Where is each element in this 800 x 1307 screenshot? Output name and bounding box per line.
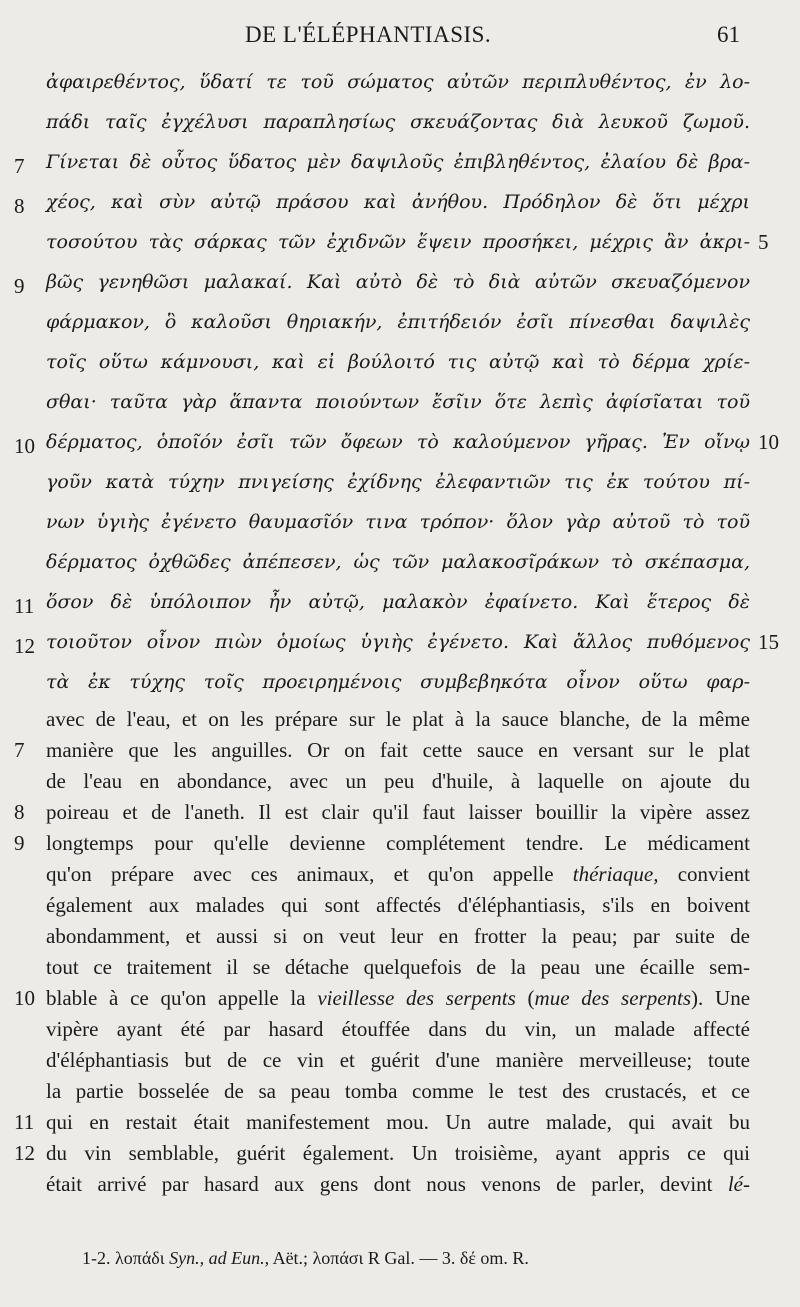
italic-term: vieillesse des serpents — [317, 986, 516, 1010]
greek-line-text: τοσούτου τὰς σάρκας τῶν ἐχιδνῶν ἕψειν προσήκει, μέχρις ἂν ἀκρι- — [46, 231, 750, 253]
line-number-left: 7 — [14, 154, 25, 178]
greek-line-text: νων ὑγιὴς ἐγένετο θαυμασῖόν τινα τρόπον· ὅλον γὰρ αὐτοῦ τὸ τοῦ — [46, 511, 750, 533]
line-number-right: 15 — [758, 630, 779, 654]
greek-line-text: γοῦν κατὰ τύχην πνιγείσης ἐχίδνης ἐλεφαντιῶν τις ἐκ τούτου πί- — [46, 471, 750, 493]
footnote-number: 1-2. — [82, 1248, 111, 1268]
text-segment: convient — [658, 862, 751, 886]
line-number-left: 12 — [14, 634, 35, 658]
french-line-text: de l'eau en abondance, avec un peu d'huile, à laquelle on ajoute du — [46, 769, 750, 793]
greek-line-text: ὅσον δὲ ὑπόλοιπον ἦν αὐτῷ, μαλακὸν ἐφαίνετο. Καὶ ἕτερος δὲ — [46, 591, 750, 613]
text-segment: ( — [515, 986, 535, 1010]
greek-line-text: δέρματος ὀχθῶδες ἀπέπεσεν, ὡς τῶν μαλακοσῖράκων τὸ σκέπασμα, — [46, 551, 750, 573]
italic-term: thériaque, — [572, 862, 659, 886]
line-number-left: 12 — [14, 1141, 35, 1165]
french-line-text: du vin semblable, guérit également. Un troisième, ayant appris ce qui — [46, 1141, 750, 1165]
greek-line — [0, 304, 800, 340]
french-line-text: poireau et de l'aneth. Il est clair qu'il faut laisser bouillir la vipère assez — [46, 800, 750, 824]
greek-line — [0, 584, 800, 620]
greek-line — [0, 544, 800, 580]
greek-line — [0, 144, 800, 180]
greek-line-text: τοῖς οὕτω κάμνουσι, καὶ εἰ βούλοιτό τις αὐτῷ καὶ τὸ δέρμα χρίε- — [46, 351, 750, 373]
greek-line — [0, 344, 800, 380]
line-number-right: 5 — [758, 230, 769, 254]
french-line-text: avec de l'eau, et on les prépare sur le plat à la sauce blanche, de la même — [46, 707, 750, 731]
text-segment: ). Une — [691, 986, 751, 1010]
footnote-text-4: om. R. — [475, 1248, 529, 1268]
greek-line-text: ἀφαιρεθέντος, ὕδατί τε τοῦ σώματος αὐτῶν περιπλυθέντος, ἐν λο- — [46, 71, 750, 93]
footnote — [82, 1248, 762, 1269]
greek-line-text: πάδι ταῖς ἐγχέλυσι παραπλησίως σκευάζοντας διὰ λευκοῦ ζωμοῦ. — [46, 111, 750, 133]
greek-line — [0, 264, 800, 300]
footnote-greek-2: λοπάσι — [312, 1248, 364, 1268]
greek-line — [0, 664, 800, 700]
greek-line — [0, 624, 800, 660]
page-number: 61 — [717, 22, 740, 47]
running-title: DE L'ÉLÉPHANTIASIS. — [245, 22, 492, 47]
french-line-text: qui en restait était manifestement mou. Un autre malade, qui avait bu — [46, 1110, 750, 1134]
text-segment: blable à ce qu'on appelle la — [46, 986, 318, 1010]
line-number-left: 11 — [14, 594, 35, 618]
greek-line-text: τοιοῦτον οἶνον πιὼν ὁμοίως ὑγιὴς ἐγένετο. Καὶ ἄλλος πυθόμενος — [46, 631, 750, 653]
greek-line — [0, 104, 800, 140]
line-number-left: 7 — [14, 738, 25, 762]
footnote-greek-3: δέ — [459, 1248, 476, 1268]
greek-line-text: τὰ ἐκ τύχης τοῖς προειρημένοις συμβεβηκότα οἶνον οὕτω φαρ- — [46, 671, 750, 693]
french-line-text: manière que les anguilles. Or on fait cette sauce en versant sur le plat — [46, 738, 750, 762]
italic-term: mue des serpents — [534, 986, 692, 1010]
greek-line — [0, 184, 800, 220]
french-line — [0, 1169, 800, 1205]
greek-line-text: σθαι· ταῦτα γὰρ ἅπαντα ποιούντων ἔσῖιν ὅτε λεπὶς ἀφίσῖαται τοῦ — [46, 391, 750, 413]
italic-term: lé- — [727, 1172, 750, 1196]
footnote-text-2: Aët.; — [269, 1248, 313, 1268]
line-number-left: 8 — [14, 194, 25, 218]
line-number-left: 11 — [14, 1110, 35, 1134]
footnote-text-3: R Gal. — 3. — [363, 1248, 460, 1268]
greek-line-text: Γίνεται δὲ οὗτος ὕδατος μὲν δαψιλοῦς ἐπιβληθέντος, ἐλαίου δὲ βρα- — [46, 151, 750, 173]
greek-line-text: δέρματος, ὁποῖόν ἐσῖι τῶν ὄφεων τὸ καλούμενον γῆρας. Ἐν οἴνῳ — [46, 431, 750, 453]
french-line-text: tout ce traitement il se détache quelquefois de la peau une écaille sem- — [46, 955, 750, 979]
french-line-text: également aux malades qui sont affectés d'éléphantiasis, s'ils en boivent — [46, 893, 750, 917]
text-segment: était arrivé par hasard aux gens dont nous venons de parler, devint — [46, 1172, 728, 1196]
french-line-text — [46, 1169, 750, 1200]
french-line-text — [46, 983, 750, 1014]
french-line-text: vipère ayant été par hasard étouffée dans du vin, un malade affecté — [46, 1017, 750, 1041]
greek-line — [0, 384, 800, 420]
line-number-left: 9 — [14, 831, 25, 855]
line-number-left: 9 — [14, 274, 25, 298]
line-number-left: 8 — [14, 800, 25, 824]
line-number-left: 10 — [14, 434, 35, 458]
page-header — [0, 20, 800, 60]
greek-line-text: φάρμακον, ὃ καλοῦσι θηριακήν, ἐπιτήδειόν ἐσῖι πίνεσθαι δαψιλὲς — [46, 311, 750, 333]
greek-line-text: βῶς γενηθῶσι μαλακαί. Καὶ αὐτὸ δὲ τὸ διὰ αὐτῶν σκευαζόμενον — [46, 271, 750, 293]
footnote-source: Syn., ad Eun., — [169, 1248, 270, 1268]
greek-line — [0, 64, 800, 100]
french-line-text: la partie bosselée de sa peau tomba comme le test des crustacés, et ce — [46, 1079, 750, 1103]
french-line-text: d'éléphantiasis but de ce vin et guérit d'une manière merveilleuse; toute — [46, 1048, 750, 1072]
french-line-text: longtemps pour qu'elle devienne complétement tendre. Le médicament — [46, 831, 750, 855]
french-line-text — [46, 859, 750, 890]
greek-line — [0, 224, 800, 260]
text-segment: qu'on prépare avec ces animaux, et qu'on appelle — [46, 862, 573, 886]
french-line-text: abondamment, et aussi si on veut leur en frotter la peau; par suite de — [46, 924, 750, 948]
greek-line — [0, 424, 800, 460]
greek-line-text: χέος, καὶ σὺν αὐτῷ πράσου καὶ ἀνήθου. Πρόδηλον δὲ ὅτι μέχρι — [46, 191, 750, 213]
greek-line — [0, 464, 800, 500]
footnote-greek-1: λοπάδι — [115, 1248, 165, 1268]
line-number-left: 10 — [14, 986, 35, 1010]
greek-line — [0, 504, 800, 540]
line-number-right: 10 — [758, 430, 779, 454]
